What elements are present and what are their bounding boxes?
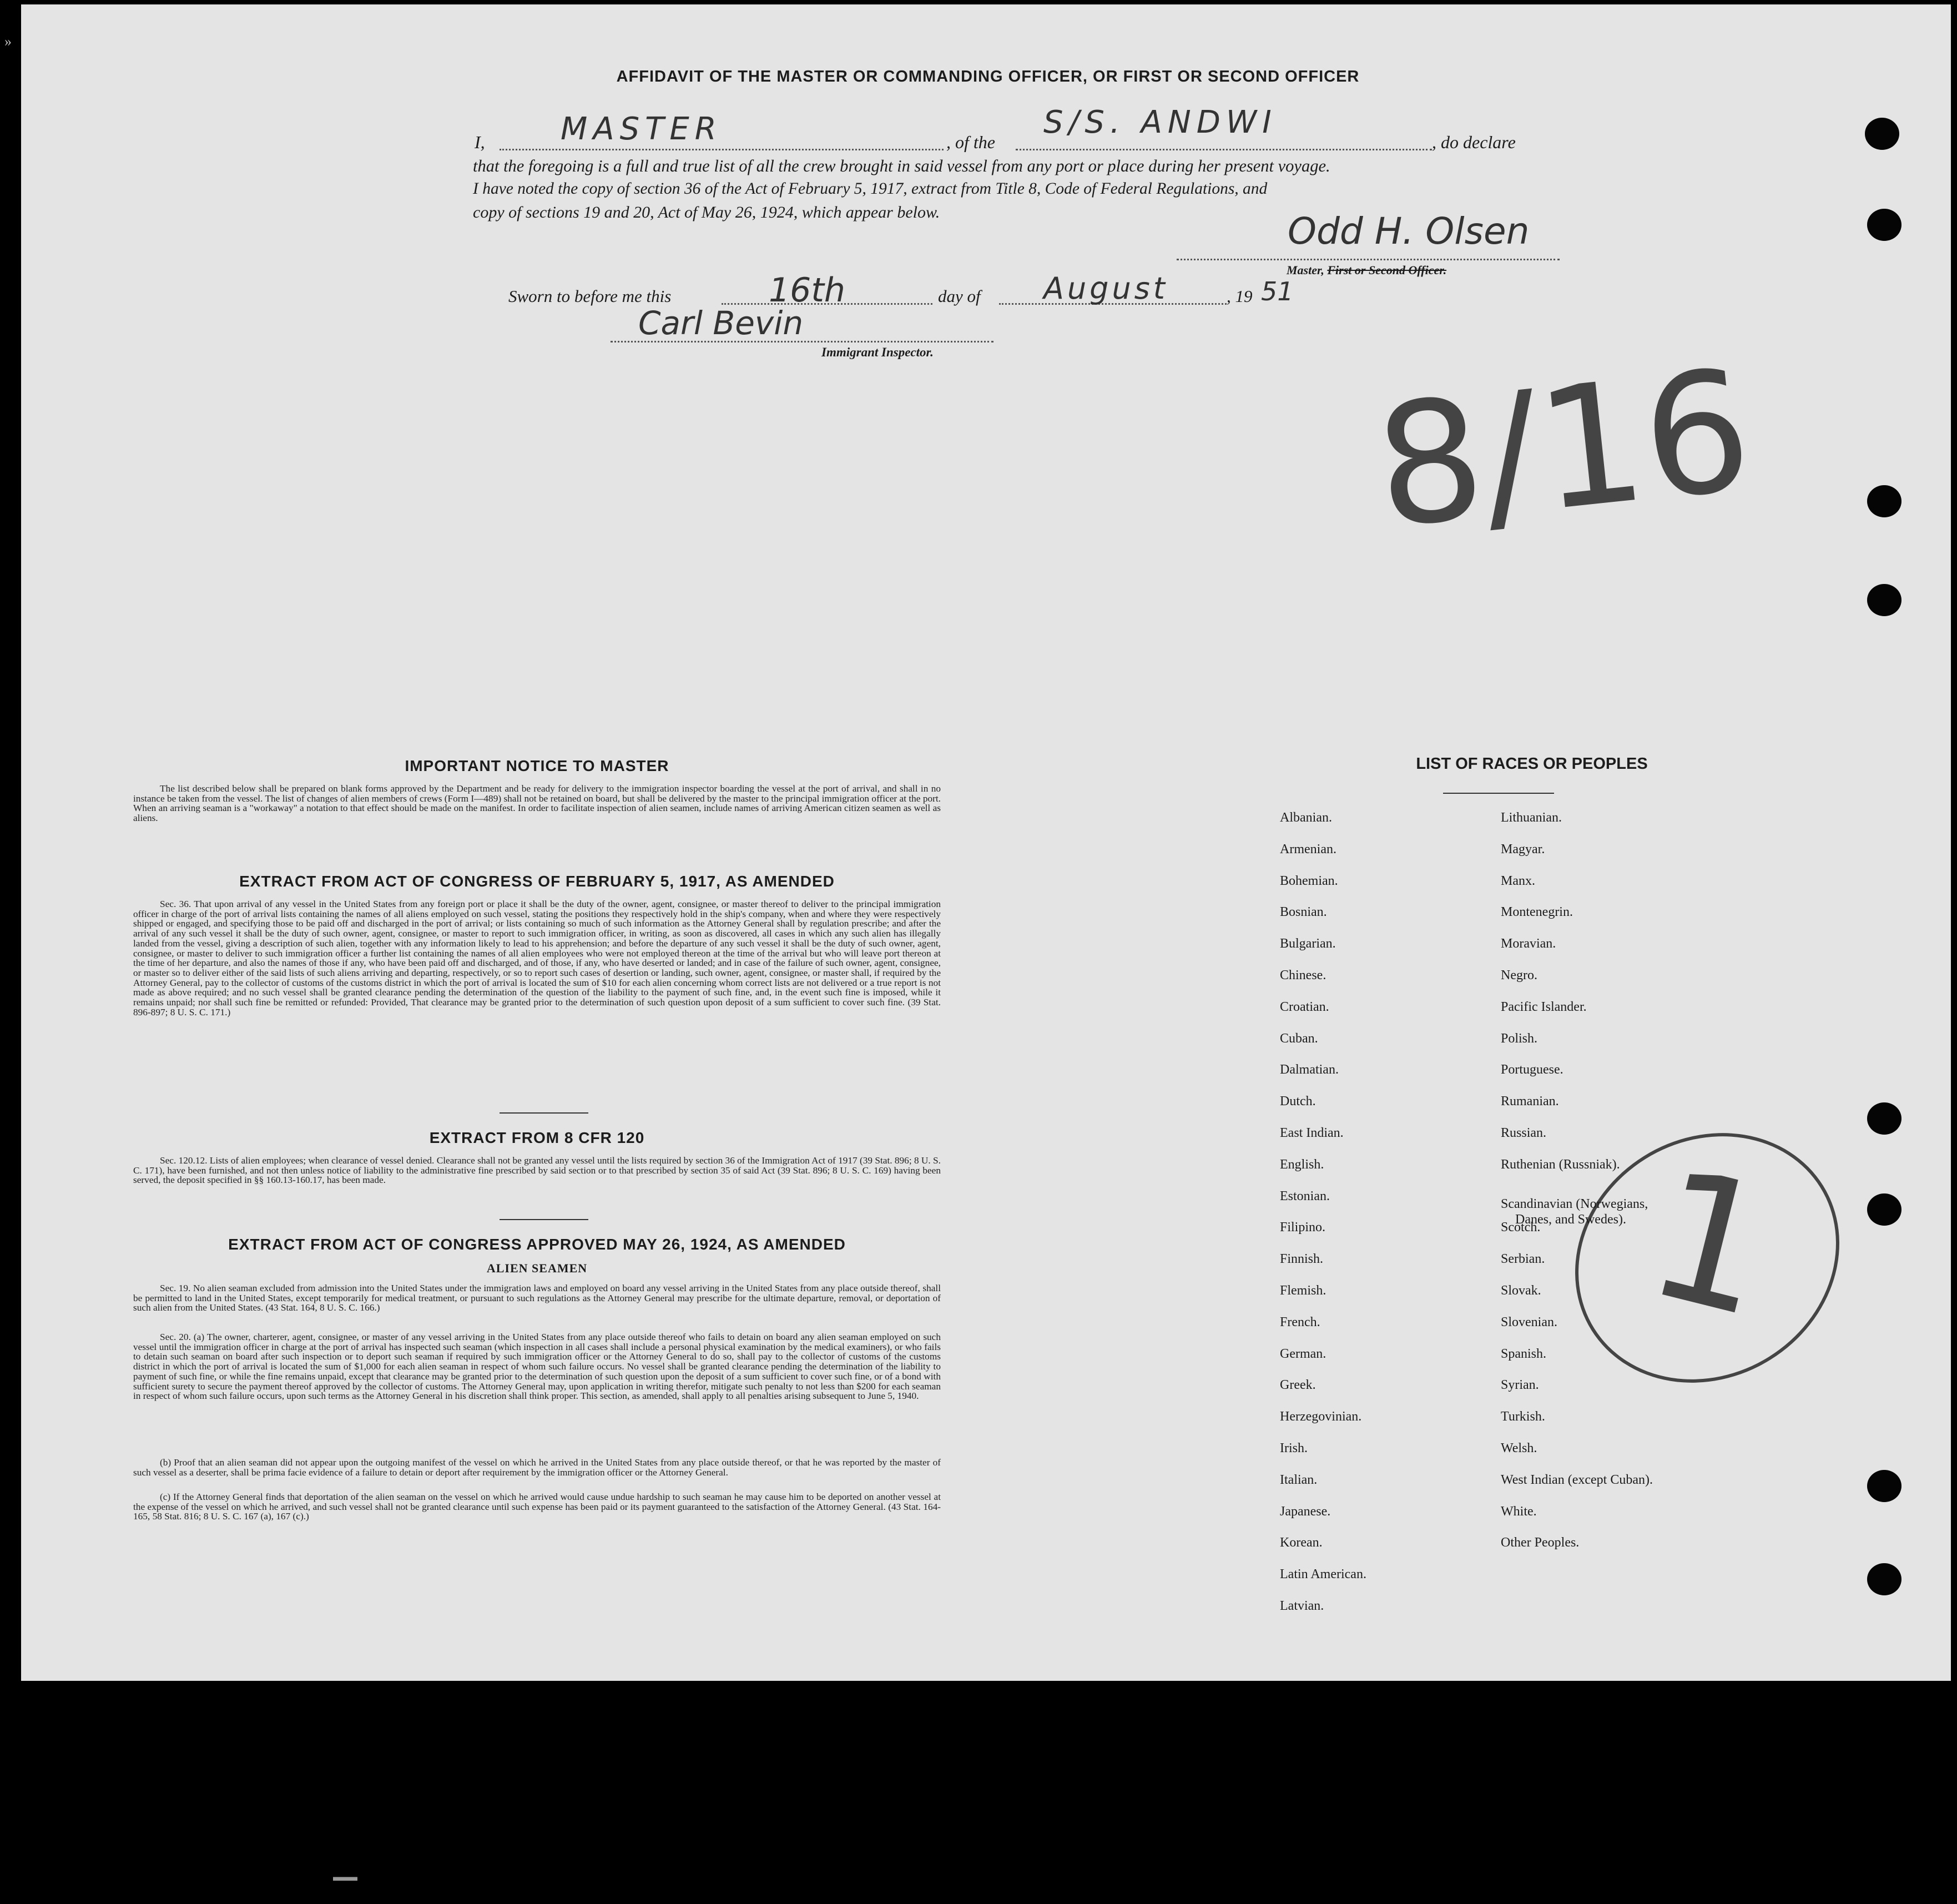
race-item: Dutch. (1280, 1094, 1316, 1109)
name-line (500, 149, 944, 150)
do-declare-label: , do declare (1432, 132, 1516, 152)
race-item: East Indian. (1280, 1126, 1344, 1140)
race-item: Other Peoples. (1501, 1535, 1580, 1550)
race-item: Slovenian. (1501, 1314, 1557, 1329)
race-item: Pacific Islander. (1501, 999, 1587, 1014)
affidavit-line-4: copy of sections 19 and 20, Act of May 26, 1924, which appear below. (473, 203, 940, 221)
scan-border (0, 1681, 1957, 1904)
race-item: Herzegovinian. (1280, 1409, 1362, 1424)
race-item: Manx. (1501, 873, 1535, 888)
race-item: Dalmatian. (1280, 1062, 1339, 1077)
extract-1924-heading: EXTRACT FROM ACT OF CONGRESS APPROVED MAY 26, 1924, AS AMENDED (228, 1236, 846, 1253)
binder-hole (1867, 1193, 1901, 1226)
race-item: Negro. (1501, 968, 1537, 983)
of-the-label: , of the (946, 132, 995, 152)
race-item: German. (1280, 1346, 1326, 1361)
race-item: Bosnian. (1280, 905, 1327, 920)
extract-1917-text: Sec. 36. That upon arrival of any vessel in the United States from any foreign port or place it shall be the duty of the owner, agent, consignee, or master thereof to deliver to the principal immigration officer in charge of the port of arrival lists containing the names of all aliens employed on such vessel, stating the positions they respectively hold in the ship's company, when and where they were respectively shipped or engaged, and specifying those to be paid off and discharged in the port of arrival; or lists containing so much of such information as the Attorney General shall by regulation prescribe; and after the arrival of any such vessel it shall be the duty of such owner, agent, consignee, or master to report to such immigration officer, in writing, as soon as discovered, all cases in which any such alien has illegally landed from the vessel, giving a description of such alien, together with any information likely to lead to his apprehension; and before the departure of any such vessel it shall be the duty of such owner, agent, consignee, or master to deliver to such immigration officer a further list containing the names of all alien employees who were not employed thereon at the time of the arrival but who will leave port thereon at the time of her departure, and also the names of those if any, who have been paid off and discharged, and of those, if any, who have deserted or landed; and in case of the failure of such owner, agent, consignee, or master so to deliver either of the said lists of such aliens arriving and departing, respectively, or so to report such cases of desertion or landing, such owner, agent, consignee, or master shall, if required by the Attorney General, pay to the collector of customs of the customs district in which the port of arrival is located the sum of $10 for each alien concerning whom correct lists are not delivered or a true report is not made as above required; and no such vessel shall be granted clearance pending the determination of the question of the liability to the payment of such fine, and, in the event such fine is imposed, while it remains unpaid; nor shall such fine be remitted or refunded: Provided, That clearance may be granted prior to the determination of such question upon deposit of a sum sufficient to cover such fine. (39 Stat. 896-897; 8 U. S. C. 171.) (133, 899, 941, 1018)
race-item: Scandinavian (Norwegians, (1501, 1196, 1648, 1211)
race-item: Cuban. (1280, 1031, 1318, 1046)
binder-hole (1865, 118, 1899, 150)
race-item: Scotch. (1501, 1220, 1541, 1235)
affidavit-line-2: that the foregoing is a full and true list of all the crew brought in said vessel from any port or place during her present voyage. (473, 157, 1330, 175)
race-item: Chinese. (1280, 968, 1326, 983)
race-item: French. (1280, 1314, 1320, 1329)
master-label: Master, First or Second Officer. (1287, 263, 1447, 277)
extract-8cfr-heading: EXTRACT FROM 8 CFR 120 (429, 1129, 645, 1146)
sec-20c-text: (c) If the Attorney General finds that deportation of the alien seaman on the vessel on which he arrived would cause undue hardship to such seaman he may cause him to be deported on another vessel at the expense of the vessel on which he arrived, and such vessel shall not be granted clearance until such expense has been paid or its payment guaranteed to the satisfaction of the Attorney General. (43 Stat. 164-165, 58 Stat. 816; 8 U. S. C. 167 (a), 167 (c).) (133, 1492, 941, 1522)
races-divider (1443, 793, 1554, 794)
race-item: Finnish. (1280, 1252, 1324, 1267)
races-heading: LIST OF RACES OR PEOPLES (1416, 755, 1648, 773)
affidavit-line-3: I have noted the copy of section 36 of the Act of February 5, 1917, extract from Title 8, Code of Federal Regulations, and (473, 180, 1268, 198)
handwritten-name: MASTER (561, 111, 722, 147)
race-item: Portuguese. (1501, 1062, 1563, 1077)
race-item: Armenian. (1280, 842, 1336, 857)
race-item: Japanese. (1280, 1504, 1331, 1519)
binder-hole (1867, 584, 1901, 616)
notice-text: The list described below shall be prepared on blank forms approved by the Department and be ready for delivery to the immigration inspector boarding the vessel at the port of arrival, and shall in no instance be taken from the vessel. The list of changes of alien members of crews (Form I—489) shall not be retained on board, but shall be delivered by the master to the principal immigration officer at the port. When an arriving seaman is a "workaway" a notation to that effect should be made on the manifest. In order to facilitate inspection of alien seamen, include names of arriving American citizen seamen as well as aliens. (133, 783, 941, 824)
scan-corner-mark: » (4, 33, 12, 49)
race-item: Magyar. (1501, 842, 1545, 857)
handwritten-day: 16th (769, 271, 845, 310)
day-of-label: day of (938, 286, 981, 306)
race-item: Irish. (1280, 1441, 1308, 1455)
race-item: Slovak. (1501, 1283, 1541, 1298)
sec-20b-text: (b) Proof that an alien seaman did not appear upon the outgoing manifest of the vessel on which he arrived in the United States from any place outside thereof, or that he was reported by the master of such vessel as a deserter, shall be prima facie evidence of a failure to detain or deport after requirement by the immigration officer or the Attorney General. (133, 1457, 941, 1478)
race-item: Filipino. (1280, 1220, 1326, 1235)
race-item: Latin American. (1280, 1567, 1366, 1582)
alien-seamen-subheading: ALIEN SEAMEN (486, 1261, 588, 1275)
race-item: Bulgarian. (1280, 936, 1336, 951)
binder-hole (1867, 485, 1901, 517)
race-item: Turkish. (1501, 1409, 1545, 1424)
race-item: Greek. (1280, 1378, 1316, 1393)
binder-hole (1867, 1563, 1901, 1595)
race-item: Rumanian. (1501, 1094, 1559, 1109)
race-item: Ruthenian (Russniak). (1501, 1157, 1620, 1172)
race-item: Estonian. (1280, 1188, 1330, 1203)
sworn-label: Sworn to before me this (508, 286, 672, 306)
master-signature-line (1177, 259, 1560, 260)
handwritten-date-mark: 8/16 (1367, 333, 1760, 566)
race-item: Latvian. (1280, 1599, 1324, 1613)
notice-heading: IMPORTANT NOTICE TO MASTER (405, 757, 669, 774)
binder-hole (1867, 1470, 1901, 1502)
race-item: Lithuanian. (1501, 810, 1562, 825)
handwritten-vessel: S/S. ANDWI (1043, 104, 1277, 140)
race-item: Russian. (1501, 1126, 1547, 1140)
document-page (21, 4, 1951, 1681)
race-item: Moravian. (1501, 936, 1556, 951)
extract-1917-heading: EXTRACT FROM ACT OF CONGRESS OF FEBRUARY 5, 1917, AS AMENDED (239, 873, 835, 890)
race-item: Albanian. (1280, 810, 1332, 825)
race-item: Montenegrin. (1501, 905, 1573, 920)
race-item: Danes, and Swedes). (1515, 1212, 1626, 1227)
race-item: West Indian (except Cuban). (1501, 1472, 1653, 1487)
handwritten-year: 51 (1261, 276, 1294, 306)
race-item: Italian. (1280, 1472, 1318, 1487)
race-item: Syrian. (1501, 1378, 1539, 1393)
race-item: Serbian. (1501, 1252, 1545, 1267)
race-item: Korean. (1280, 1535, 1323, 1550)
inspector-signature: Carl Bevin (638, 304, 804, 342)
scan-artifact: ▬▬ (333, 1870, 357, 1883)
race-item: Polish. (1501, 1031, 1538, 1046)
race-item: Flemish. (1280, 1283, 1326, 1298)
affidavit-title: AFFIDAVIT OF THE MASTER OR COMMANDING OFFICER, OR FIRST OR SECOND OFFICER (616, 68, 1360, 85)
race-item: Spanish. (1501, 1346, 1547, 1361)
year-label: , 19 (1227, 286, 1253, 306)
race-item: Bohemian. (1280, 873, 1338, 888)
master-signature: Odd H. Olsen (1288, 210, 1530, 253)
extract-8cfr-text: Sec. 120.12. Lists of alien employees; when clearance of vessel denied. Clearance shall not be granted any vessel until the lists required by section 36 of the Immigration Act of 1917 (39 Stat. 896; 8 U. S. C. 171), have been furnished, and not then unless notice of liability to the administrative fine prescribed by said section or to that prescribed by section 35 of said Act (39 Stat. 896; 8 U. S. C. 169) having been served, the deposit specified in §§ 160.13-160.17, has been made. (133, 1155, 941, 1186)
section-divider (500, 1112, 588, 1114)
inspector-label: Immigrant Inspector. (821, 345, 934, 359)
race-item: Croatian. (1280, 999, 1329, 1014)
race-item: Welsh. (1501, 1441, 1537, 1455)
race-item: White. (1501, 1504, 1537, 1519)
race-item: English. (1280, 1157, 1324, 1172)
sec-20a-text: Sec. 20. (a) The owner, charterer, agent, consignee, or master of any vessel arriving in the United States from any place outside thereof who fails to detain on board any alien seaman employed on such vessel until the immigration officer in charge at the port of arrival has inspected such seaman (which inspection in all cases shall include a personal physical examination by the medical examiners), or who fails to detain such seaman on board after such inspection or to deport such seaman if required by such immigration officer or the Attorney General to do so, shall pay to the collector of customs of the customs district in which the port of arrival is located the sum of $1,000 for each alien seaman in respect of whom such failure occurs. No vessel shall be granted clearance pending the determination of the liability to payment of such fine, or while the fine remains unpaid, except that clearance may be granted prior to the determination of such question upon the deposit of a sum sufficient to cover such fine, or of a bond with sufficient surety to secure the payment thereof approved by the collector of customs. The Attorney General may, upon application in writing therefor, mitigate such penalty to not less than $200 for each seaman in respect of whom such failure occurs, upon such terms as the Attorney General in his discretion shall think proper. This section, as amended, shall apply to all penalties arising subsequent to June 5, 1940. (133, 1332, 941, 1402)
circled-number: 1 (1631, 1129, 1790, 1358)
handwritten-month: August (1043, 271, 1168, 306)
binder-hole (1867, 1102, 1901, 1135)
sec-19-text: Sec. 19. No alien seaman excluded from admission into the United States under the immigration laws and employed on board any vessel arriving in the United States from any place outside thereof, shall be permitted to land in the United States, except temporarily for medical treatment, or pursuant to such regulations as the Attorney General may prescribe for the ultimate departure, removal, or deportation of such alien from the United States. (43 Stat. 164, 8 U. S. C. 166.) (133, 1283, 941, 1313)
binder-hole (1867, 209, 1901, 241)
section-divider (500, 1219, 588, 1220)
vessel-line (1016, 149, 1432, 150)
i-label: I, (475, 132, 485, 152)
